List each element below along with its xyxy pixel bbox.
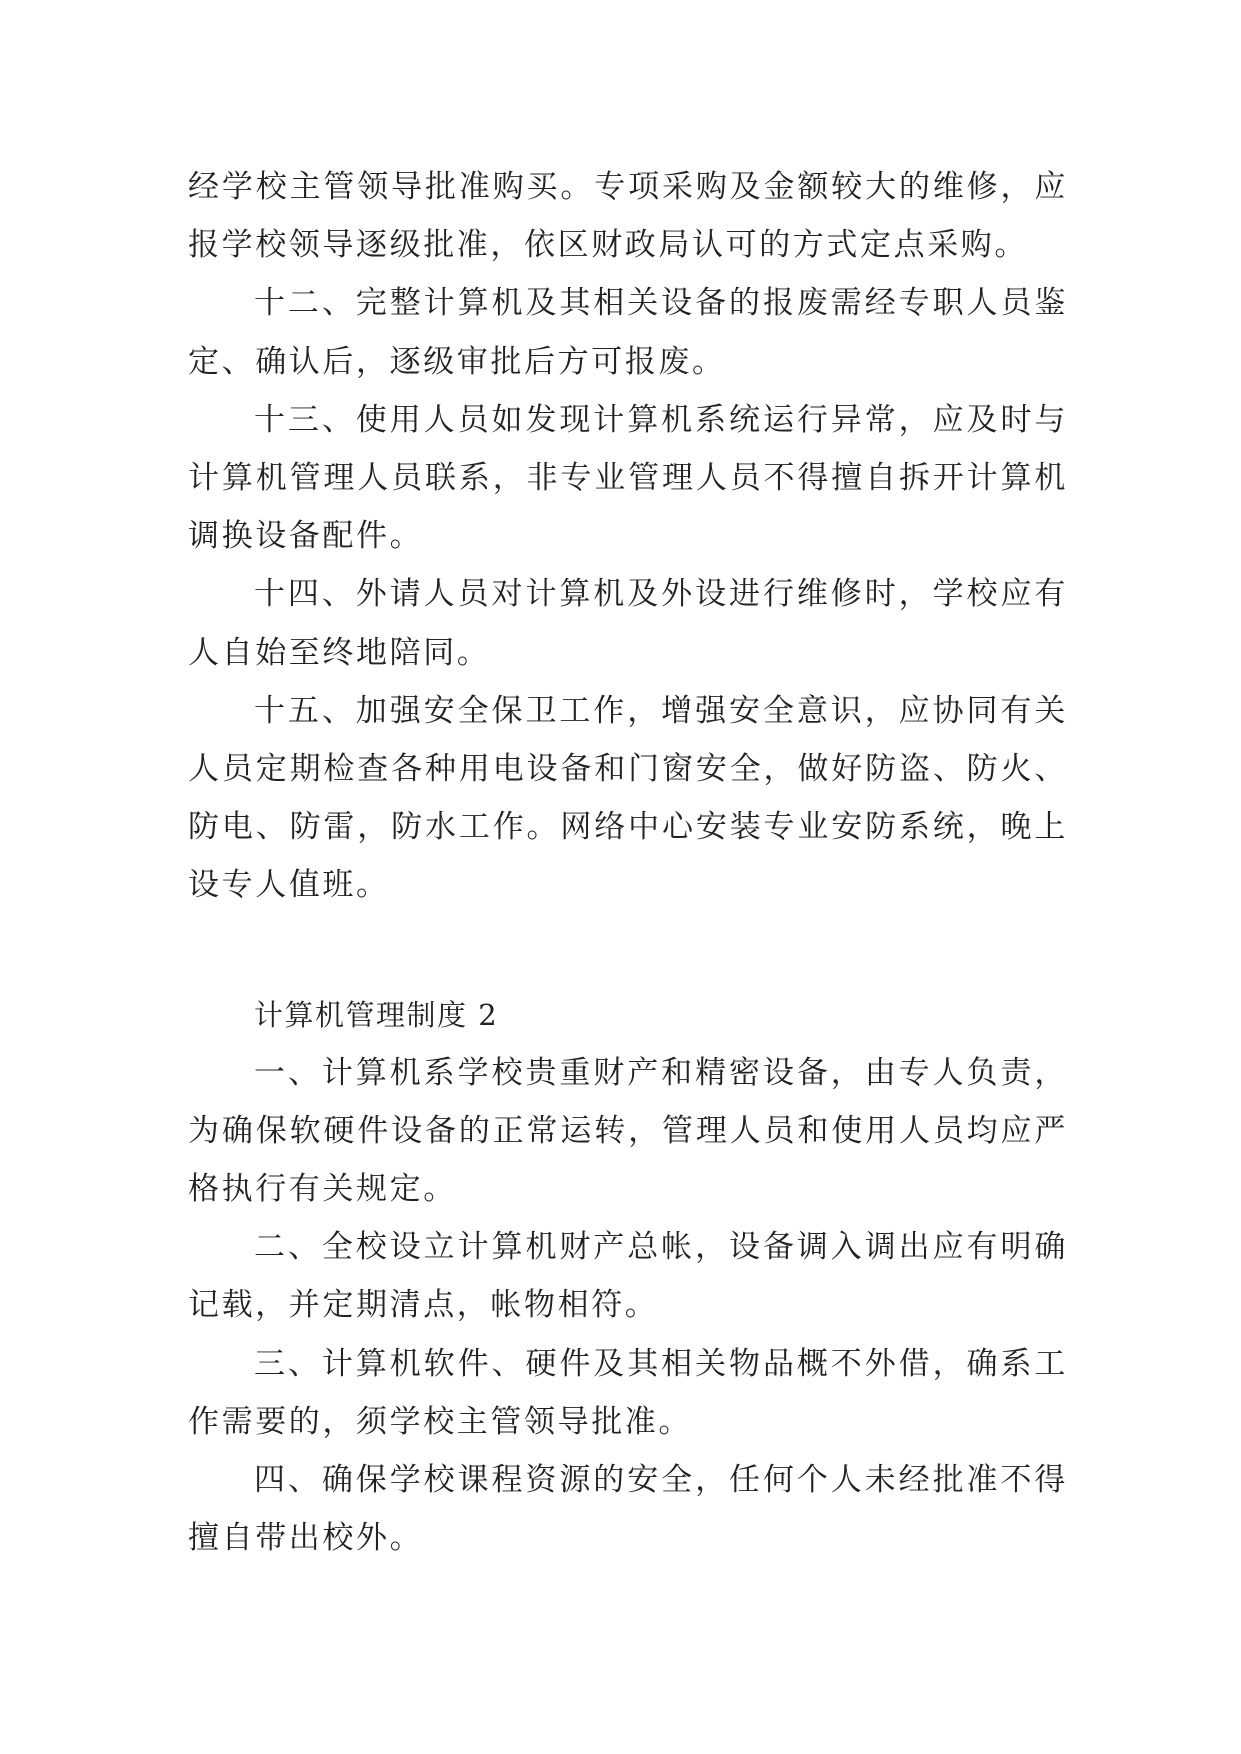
- paragraph-continuation: 经学校主管领导批准购买。专项采购及金额较大的维修，应报学校领导逐级批准，依区财政局认可的方式定点采购。: [188, 169, 1068, 264]
- paragraph-article-2: 二、全校设立计算机财产总帐，设备调入调出应有明确记载，并定期清点，帐物相符。: [188, 1229, 1068, 1324]
- paragraph-article-14: 十四、外请人员对计算机及外设进行维修时，学校应有人自始至终地陪同。: [188, 576, 1068, 671]
- paragraph-article-3: 三、计算机软件、硬件及其相关物品概不外借，确系工作需要的，须学校主管领导批准。: [188, 1345, 1068, 1440]
- section-spacer: [188, 915, 1068, 986]
- paragraph-article-15: 十五、加强安全保卫工作，增强安全意识，应协同有关人员定期检查各种用电设备和门窗安全，做好防盗、防火、防电、防雷，防水工作。网络中心安装专业安防系统，晚上设专人值班。: [188, 692, 1068, 904]
- section-title: 计算机管理制度 2: [254, 997, 499, 1032]
- paragraph-article-12: 十二、完整计算机及其相关设备的报废需经专职人员鉴定、确认后，逐级审批后方可报废。: [188, 285, 1068, 380]
- paragraph-article-4: 四、确保学校课程资源的安全，任何个人未经批准不得擅自带出校外。: [188, 1462, 1068, 1557]
- document-body: [188, 158, 1068, 1567]
- paragraph-article-13: 十三、使用人员如发现计算机系统运行异常，应及时与计算机管理人员联系，非专业管理人员不得擅自拆开计算机调换设备配件。: [188, 401, 1068, 555]
- paragraph-article-1: 一、计算机系学校贵重财产和精密设备，由专人负责，为确保软硬件设备的正常运转，管理人员和使用人员均应严格执行有关规定。: [188, 1054, 1068, 1208]
